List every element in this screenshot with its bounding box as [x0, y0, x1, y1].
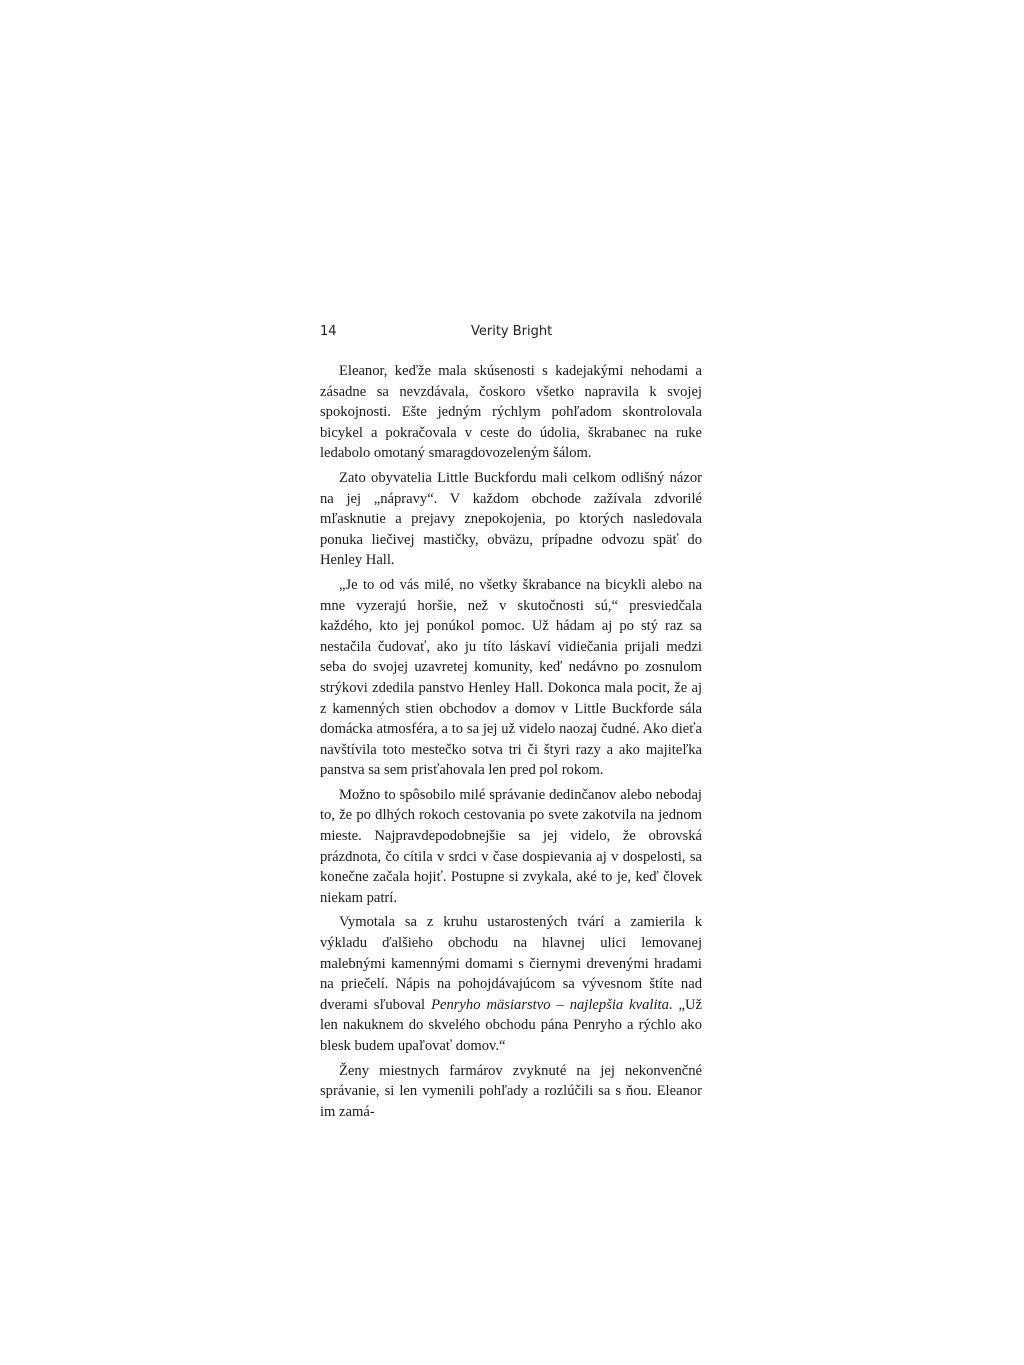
paragraph: Zato obyvatelia Little Buckfordu mali celkom odlišný názor na jej „nápravy“. V každom obchode zažívala zdvorilé mľasknutie a prejavy znepokojenia, po ktorých nasledovala ponuka liečivej mastičky, obväzu, prípadne odvozu späť do Henley Hall. [320, 469, 702, 569]
paragraph [320, 912, 702, 1056]
shop-sign-text: Penryho mäsiarstvo – najlepšia kvalita [431, 996, 669, 1013]
running-header [320, 324, 705, 344]
paragraph: „Je to od vás milé, no všetky škrabance na bicykli alebo na mne vyzerajú horšie, než v skutočnosti sú,“ presviedčala každého, kto jej ponúkol pomoc. Už hádam aj po stý raz sa nestačila čudovať, ako ju títo láskaví vidiečania prijali medzi seba do svojej uzavretej komunity, keď nedávno po zosnulom strýkovi zdedila panstvo Henley Hall. Dokonca mala pocit, že aj z kamenných stien obchodov a domov v Little Buckforde sála domácka atmosféra, a to sa jej už videlo naozaj čudné. Ako dieťa navštívila toto mestečko sotva tri či štyri razy a ako majiteľka panstva sa sem prisťahovala len pred pol rokom. [320, 576, 702, 779]
page-number: 14 [320, 324, 337, 339]
paragraph: Eleanor, keďže mala skúsenosti s kadejakými nehodami a zásadne sa nevzdávala, čoskoro všetko napravila k svojej spokojnosti. Ešte jedným rýchlym pohľadom skontrolovala bicykel a pokračovala v ceste do údolia, škrabanec na ruke ledabolo omotaný smaragdovozeleným šálom. [320, 363, 702, 462]
book-author: Verity Bright [471, 324, 553, 339]
paragraph-text: . „Už len nakuknem do skvelého obchodu pána Penryho a rýchlo ako blesk budem upaľovať domov.“ [320, 996, 702, 1054]
paragraph: Možno to spôsobilo milé správanie dedinčanov alebo nebodaj to, že po dlhých rokoch cestovania po svete zakotvila na jednom mieste. Najpravdepodobnejšie sa jej videlo, že obrovská prázdnota, čo cítila v srdci v čase dospievania aj v dospelosti, sa konečne začala hojiť. Postupne si zvykala, aké to je, keď človek niekam patrí. [320, 786, 702, 906]
body-text [320, 361, 702, 1122]
paragraph: Ženy miestnych farmárov zvyknuté na jej nekonvenčné správanie, si len vymenili pohľady a rozlúčili sa s ňou. Eleanor im zamá- [320, 1062, 702, 1120]
paragraph-text: Vymotala sa z kruhu ustarostených tvárí a zamierila k výkladu ďalšieho obchodu na hlavnej ulici lemovanej malebnými kamennými domami s čiernymi drevenými hradami na priečelí. Nápis na pohojdávajúcom sa vývesnom štíte nad dverami sľuboval [320, 914, 702, 1013]
